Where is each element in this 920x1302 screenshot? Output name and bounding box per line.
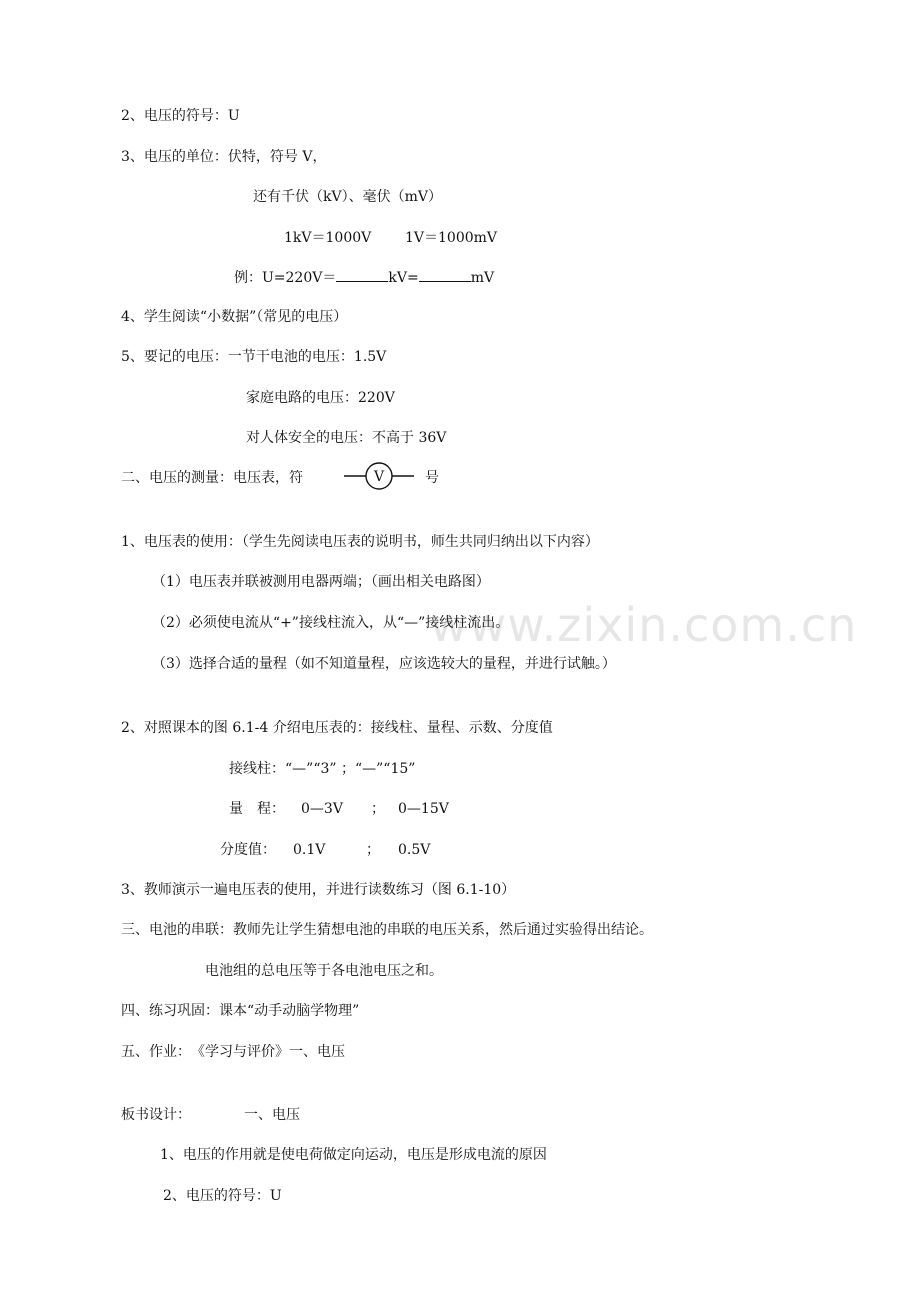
line-board-1: 1、电压的作用就是使电荷做定向运动，电压是形成电流的原因 bbox=[160, 1147, 547, 1163]
watermark: www.zixin.com.cn bbox=[430, 598, 858, 652]
line-range-2: 0—15V bbox=[398, 801, 449, 817]
line-measure-a: 二、电压的测量：电压表，符 bbox=[121, 470, 303, 486]
line-units-more: 还有千伏（kV）、毫伏（mV） bbox=[253, 189, 442, 205]
line-conv-mv: 1V＝1000mV bbox=[405, 230, 498, 246]
line-board-title: 一、电压 bbox=[244, 1107, 300, 1123]
line-range-sep: ； bbox=[371, 801, 385, 817]
voltmeter-letter: V bbox=[373, 469, 385, 485]
line-division-sep: ； bbox=[366, 842, 380, 858]
line-range-1: 0—3V bbox=[301, 801, 343, 817]
voltmeter-symbol-icon bbox=[344, 461, 414, 491]
line-use-3: （3）选择合适的量程（如不知道量程，应该选较大的量程，并进行试触。） bbox=[152, 656, 616, 672]
example-kv: kV= bbox=[388, 270, 419, 286]
answer-blank-mv[interactable] bbox=[419, 267, 471, 282]
line-example bbox=[234, 267, 494, 288]
line-division-1: 0.1V bbox=[293, 842, 326, 858]
line-division-label: 分度值： bbox=[220, 842, 276, 858]
line-board-label: 板书设计： bbox=[121, 1107, 191, 1123]
line-compare: 2、对照课本的图 6.1-4 介绍电压表的：接线柱、量程、示数、分度值 bbox=[121, 720, 553, 736]
line-use-2: （2）必须使电流从“+”接线柱流入，从“—”接线柱流出。 bbox=[152, 615, 510, 631]
line-safe-voltage: 对人体安全的电压：不高于 36V bbox=[246, 430, 447, 446]
answer-blank-kv[interactable] bbox=[336, 267, 388, 282]
line-division-2: 0.5V bbox=[398, 842, 431, 858]
line-remember: 5、要记的电压：一节干电池的电压：1.5V bbox=[121, 349, 387, 365]
line-use: 1、电压表的使用：（学生先阅读电压表的说明书，师生共同归纳出以下内容） bbox=[121, 534, 599, 550]
line-unit: 3、电压的单位：伏特，符号 V， bbox=[121, 149, 327, 165]
line-symbol: 2、电压的符号：U bbox=[121, 108, 240, 124]
example-mv: mV bbox=[470, 270, 495, 286]
line-read-data: 4、学生阅读“小数据”（常见的电压） bbox=[121, 309, 348, 325]
line-series: 三、电池的串联：教师先让学生猜想电池的串联的电压关系，然后通过实验得出结论。 bbox=[121, 922, 653, 938]
line-demo: 3、教师演示一遍电压表的使用，并进行读数练习（图 6.1-10） bbox=[121, 882, 516, 898]
line-conv-kv: 1kV＝1000V bbox=[284, 230, 372, 246]
line-homework: 五、作业： 《学习与评价》一、电压 bbox=[121, 1044, 345, 1060]
line-measure-b: 号 bbox=[425, 470, 439, 486]
line-practice: 四、练习巩固：课本“动手动脑学物理” bbox=[121, 1003, 360, 1019]
line-series-conclusion: 电池组的总电压等于各电池电压之和。 bbox=[205, 963, 443, 979]
line-terminals: 接线柱：“—”“3” ；“—”“15” bbox=[229, 761, 416, 777]
line-use-1: （1）电压表并联被测用电器两端；（画出相关电路图） bbox=[152, 574, 490, 590]
example-prefix: 例：U=220V＝ bbox=[234, 270, 337, 286]
line-board-2: 2、电压的符号：U bbox=[163, 1188, 282, 1204]
line-home-voltage: 家庭电路的电压：220V bbox=[246, 390, 395, 406]
line-range-label: 量 程： bbox=[229, 801, 285, 817]
